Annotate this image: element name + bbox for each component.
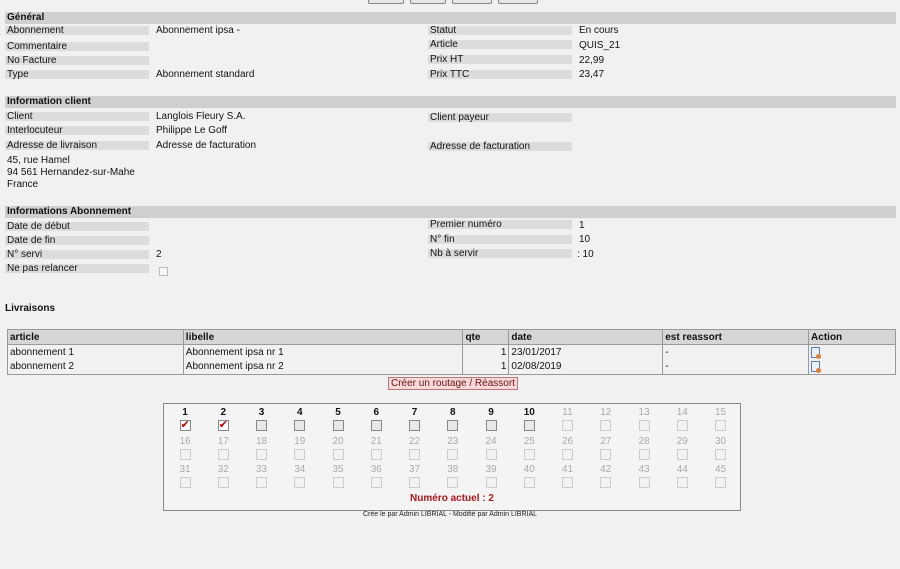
issue-number-checkbox[interactable]: [447, 420, 458, 431]
adresse-facturation-label: Adresse de facturation: [428, 142, 572, 151]
issue-number-checkbox: [409, 449, 420, 460]
statut-label: Statut: [428, 26, 572, 35]
address-line-2: 94 561 Hernandez-sur-Mahe: [7, 167, 135, 178]
issue-number-label: 30: [714, 435, 727, 447]
issue-number-cell: [519, 464, 539, 488]
issue-number-cell: [366, 436, 386, 460]
issue-number-cell: [519, 407, 539, 431]
issue-number-grid: [163, 403, 741, 511]
issue-number-label: 18: [255, 435, 268, 447]
issue-number-label: 16: [179, 435, 191, 447]
issue-number-label: 26: [561, 435, 574, 447]
issue-number-label: 39: [485, 464, 497, 475]
issue-number-cell: [290, 407, 310, 431]
cell-libelle: Abonnement ipsa nr 1: [183, 345, 463, 360]
issue-number-checkbox[interactable]: [524, 420, 535, 431]
issue-number-label: 23: [447, 435, 459, 447]
issue-number-checkbox[interactable]: [256, 420, 267, 431]
issue-number-cell: [405, 464, 425, 488]
top-toolbar: [368, 0, 538, 4]
livraisons-table: [7, 329, 896, 375]
date-fin-label: Date de fin: [5, 236, 149, 245]
issue-number-cell: [213, 407, 233, 431]
no-fin-label: N° fin: [428, 235, 572, 244]
column-header-date[interactable]: date: [509, 330, 663, 345]
issue-number-checkbox: [294, 477, 305, 488]
no-fin-value: 10: [579, 234, 591, 245]
interlocuteur-label: Interlocuteur: [5, 126, 149, 135]
address-line-3: France: [7, 179, 39, 190]
issue-number-label: 27: [600, 435, 612, 447]
issue-number-cell: [405, 436, 425, 460]
issue-number-checkbox: [409, 477, 420, 488]
issue-number-checkbox: [639, 449, 650, 460]
issue-number-checkbox: [371, 477, 382, 488]
livraisons-title: Livraisons: [5, 303, 56, 314]
issue-number-label: 25: [523, 435, 535, 447]
issue-number-label: 36: [370, 464, 382, 475]
ne-pas-relancer-checkbox[interactable]: [159, 267, 168, 276]
issue-number-label: 40: [523, 464, 535, 475]
issue-number-checkbox: [447, 477, 458, 488]
toolbar-button[interactable]: [368, 0, 404, 4]
commentaire-label: Commentaire: [5, 42, 149, 51]
issue-number-cell: [252, 436, 272, 460]
cell-action: [809, 345, 896, 360]
issue-number-checkbox: [524, 449, 535, 460]
issue-number-checkbox[interactable]: [218, 420, 229, 431]
toolbar-button[interactable]: [498, 0, 538, 4]
issue-number-checkbox: [562, 449, 573, 460]
no-facture-label: No Facture: [5, 56, 149, 65]
issue-number-label: 14: [676, 407, 688, 418]
issue-number-label: 12: [600, 407, 612, 418]
issue-number-cell: [175, 436, 195, 460]
issue-number-cell: [711, 407, 731, 431]
client-label: Client: [5, 112, 149, 121]
client-payeur-label: Client payeur: [428, 113, 572, 122]
issue-number-cell: [252, 407, 272, 431]
date-debut-label: Date de début: [5, 222, 149, 231]
prix-ht-label: Prix HT: [428, 55, 572, 64]
issue-number-checkbox: [294, 449, 305, 460]
issue-number-cell: [481, 436, 501, 460]
issue-number-checkbox: [180, 449, 191, 460]
cell-article: abonnement 1: [8, 345, 184, 360]
issue-number-cell: [366, 407, 386, 431]
cell-libelle: Abonnement ipsa nr 2: [183, 360, 463, 375]
issue-number-cell: [328, 464, 348, 488]
article-value: QUIS_21: [579, 40, 621, 51]
issue-number-cell: [213, 436, 233, 460]
issue-number-cell: [252, 464, 272, 488]
abonnement-value: Abonnement ipsa -: [156, 25, 240, 36]
issue-number-label: 20: [332, 435, 344, 447]
issue-number-checkbox[interactable]: [294, 420, 305, 431]
client-value: Langlois Fleury S.A.: [156, 111, 246, 122]
issue-number-label: 6: [373, 407, 380, 418]
issue-number-checkbox: [715, 477, 726, 488]
issue-number-label: 33: [255, 464, 268, 475]
issue-number-label: 10: [523, 407, 535, 418]
issue-number-checkbox: [600, 449, 611, 460]
cell-reassort: -: [663, 360, 809, 375]
issue-number-label: 22: [408, 435, 421, 447]
prix-ttc-label: Prix TTC: [428, 70, 572, 79]
document-edit-icon[interactable]: [811, 361, 820, 372]
issue-number-cell: [558, 436, 578, 460]
interlocuteur-value: Philippe Le Goff: [156, 125, 227, 136]
issue-number-checkbox: [180, 477, 191, 488]
section-abonnement-title: Informations Abonnement: [5, 206, 896, 218]
issue-number-label: 19: [294, 435, 306, 447]
issue-number-cell: [672, 407, 692, 431]
issue-number-checkbox: [371, 449, 382, 460]
issue-number-cell: [558, 407, 578, 431]
column-header-action: Action: [809, 330, 896, 345]
issue-number-cell: [711, 464, 731, 488]
issue-number-checkbox[interactable]: [486, 420, 497, 431]
issue-number-checkbox: [486, 477, 497, 488]
issue-number-checkbox: [218, 477, 229, 488]
issue-number-cell: [672, 464, 692, 488]
issue-number-checkbox: [677, 477, 688, 488]
statut-value: En cours: [579, 25, 619, 36]
cell-date: 23/01/2017: [509, 345, 663, 360]
issue-number-cell: [596, 436, 616, 460]
issue-number-checkbox: [333, 449, 344, 460]
adresse-livraison-value: Adresse de facturation: [156, 140, 257, 151]
issue-number-label: 43: [638, 464, 650, 475]
issue-number-cell: [328, 436, 348, 460]
issue-number-checkbox: [218, 449, 229, 460]
issue-number-checkbox: [639, 477, 650, 488]
footer-audit-text: Crée le par Admin LIBRIAL - Modifié par Admin LIBRIAL: [362, 511, 538, 518]
ne-pas-relancer-label: Ne pas relancer: [5, 264, 149, 273]
toolbar-button[interactable]: [452, 0, 492, 4]
issue-number-cell: [290, 464, 310, 488]
type-label: Type: [5, 70, 149, 79]
issue-number-label: 34: [294, 464, 306, 475]
cell-qte: 1: [463, 360, 509, 375]
cell-action: [809, 360, 896, 375]
column-header-est-reassort[interactable]: est reassort: [663, 330, 809, 345]
issue-number-cell: [596, 464, 616, 488]
issue-number-label: 1: [182, 407, 188, 418]
issue-number-checkbox: [715, 420, 726, 431]
issue-number-label: 7: [411, 407, 418, 418]
prix-ht-value: 22,99: [579, 55, 605, 66]
issue-number-label: 3: [258, 407, 265, 418]
issue-number-label: 32: [217, 464, 229, 475]
issue-number-cell: [175, 464, 195, 488]
issue-number-cell: [596, 407, 616, 431]
issue-number-label: 44: [676, 464, 688, 475]
issue-number-cell: [213, 464, 233, 488]
issue-number-label: 11: [562, 407, 573, 418]
no-servi-value: 2: [156, 249, 162, 260]
issue-number-checkbox[interactable]: [371, 420, 382, 431]
issue-number-checkbox: [524, 477, 535, 488]
create-routage-button[interactable]: Créer un routage / Réassort: [388, 377, 518, 390]
issue-number-cell: [443, 464, 463, 488]
cell-date: 02/08/2019: [509, 360, 663, 375]
issue-number-cell: [711, 436, 731, 460]
issue-number-label: 31: [179, 464, 191, 475]
issue-number-checkbox: [256, 449, 267, 460]
issue-number-label: 37: [408, 464, 421, 475]
issue-number-cell: [481, 407, 501, 431]
issue-number-checkbox: [600, 420, 611, 431]
issue-number-cell: [175, 407, 195, 431]
issue-number-cell: [558, 464, 578, 488]
issue-number-cell: [405, 407, 425, 431]
issue-number-cell: [290, 436, 310, 460]
issue-number-checkbox: [333, 477, 344, 488]
issue-number-cell: [634, 464, 654, 488]
current-number-label: Numéro actuel : 2: [410, 493, 494, 504]
table-row: [8, 360, 896, 375]
issue-number-checkbox[interactable]: [409, 420, 420, 431]
issue-number-label: 15: [714, 407, 727, 418]
toolbar-button[interactable]: [410, 0, 446, 4]
issue-number-label: 38: [447, 464, 459, 475]
issue-number-label: 13: [638, 407, 650, 418]
section-client-title: Information client: [5, 96, 896, 108]
prix-ttc-value: 23,47: [579, 69, 605, 80]
adresse-livraison-label: Adresse de livraison: [5, 141, 149, 150]
no-servi-label: N° servi: [5, 250, 149, 259]
issue-number-checkbox: [486, 449, 497, 460]
issue-number-cell: [443, 407, 463, 431]
column-header-qte[interactable]: qte: [463, 330, 509, 345]
issue-number-checkbox: [562, 420, 573, 431]
issue-number-checkbox: [677, 420, 688, 431]
issue-number-cell: [519, 436, 539, 460]
issue-number-checkbox: [715, 449, 726, 460]
issue-number-cell: [672, 436, 692, 460]
nb-a-servir-value: : 10: [577, 249, 594, 260]
issue-number-label: 24: [485, 435, 497, 447]
issue-number-label: 8: [449, 407, 456, 418]
issue-number-label: 29: [676, 435, 688, 447]
issue-number-label: 2: [220, 407, 227, 418]
nb-a-servir-label: Nb à servir: [428, 249, 572, 258]
issue-number-checkbox: [677, 449, 688, 460]
table-row: [8, 345, 896, 360]
premier-numero-label: Premier numéro: [428, 220, 572, 229]
issue-number-label: 21: [370, 435, 382, 447]
issue-number-label: 9: [488, 407, 494, 418]
issue-number-label: 42: [600, 464, 612, 475]
abonnement-label: Abonnement: [5, 26, 149, 35]
article-label: Article: [428, 40, 572, 49]
issue-number-label: 17: [217, 435, 229, 447]
issue-number-checkbox: [600, 477, 611, 488]
issue-number-cell: [328, 407, 348, 431]
premier-numero-value: 1: [579, 220, 585, 231]
cell-article: abonnement 2: [8, 360, 184, 375]
document-edit-icon[interactable]: [811, 347, 820, 358]
type-value: Abonnement standard: [156, 69, 255, 80]
issue-number-cell: [634, 436, 654, 460]
column-header-libelle[interactable]: libelle: [183, 330, 463, 345]
column-header-article[interactable]: article: [8, 330, 184, 345]
issue-number-label: 45: [714, 464, 727, 475]
issue-number-label: 41: [561, 464, 574, 475]
issue-number-cell: [366, 464, 386, 488]
cell-qte: 1: [463, 345, 509, 360]
issue-number-label: 4: [296, 407, 303, 418]
cell-reassort: -: [663, 345, 809, 360]
issue-number-checkbox: [562, 477, 573, 488]
issue-number-label: 5: [335, 407, 341, 418]
issue-number-cell: [634, 407, 654, 431]
issue-number-label: 28: [638, 435, 650, 447]
issue-number-cell: [481, 464, 501, 488]
address-line-1: 45, rue Hamel: [7, 155, 70, 166]
issue-number-checkbox: [639, 420, 650, 431]
issue-number-checkbox[interactable]: [333, 420, 344, 431]
issue-number-checkbox: [447, 449, 458, 460]
section-general-title: Général: [5, 12, 896, 24]
issue-number-checkbox: [256, 477, 267, 488]
issue-number-label: 35: [332, 464, 344, 475]
issue-number-cell: [443, 436, 463, 460]
issue-number-checkbox[interactable]: [180, 420, 191, 431]
